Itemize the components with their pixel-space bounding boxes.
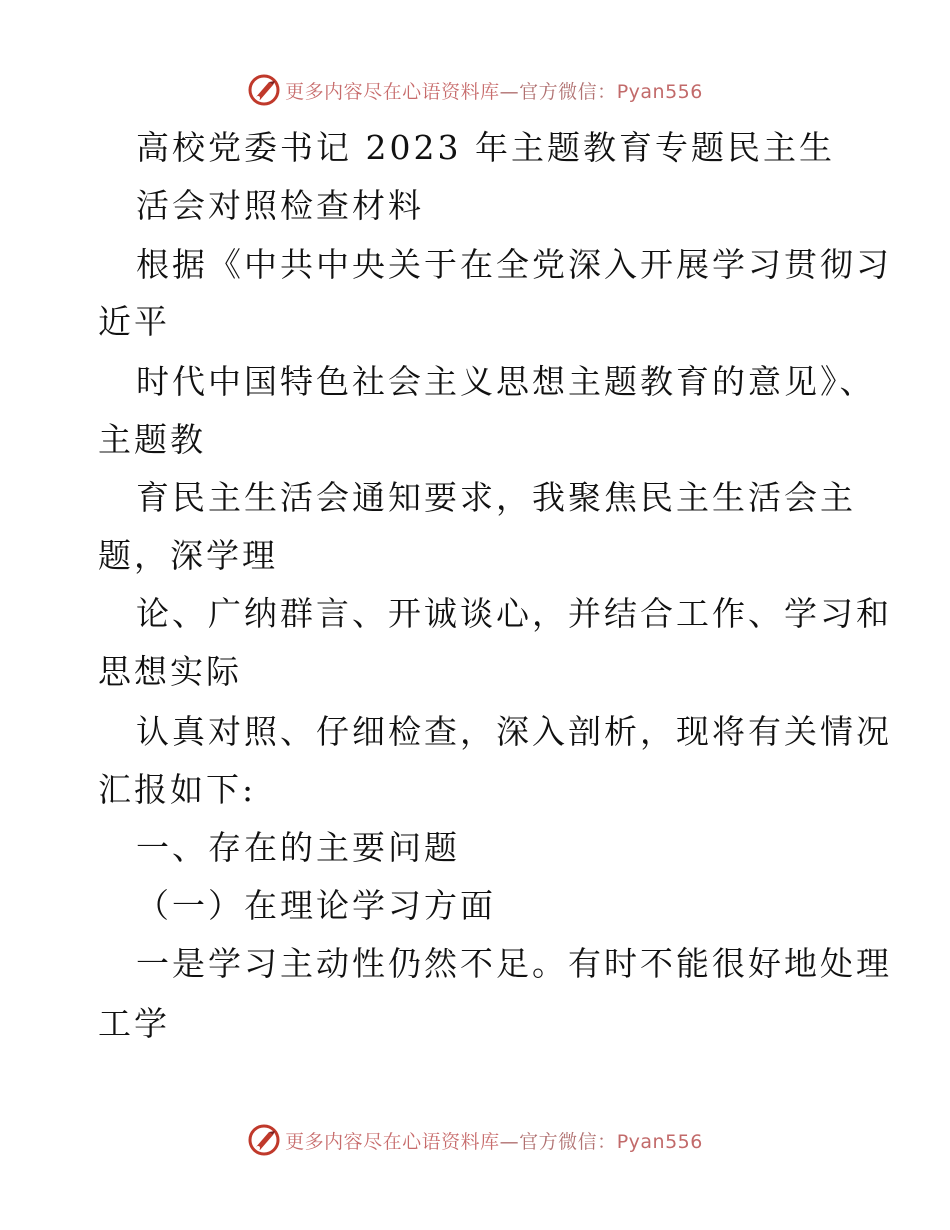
watermark-title: 更多内容尽在心语资料库 xyxy=(285,1130,500,1153)
subsection-heading: （一）在理论学习方面 xyxy=(136,886,496,925)
watermark-separator: —官方微信： xyxy=(499,1130,617,1153)
watermark-wechat-id: Pyan556 xyxy=(616,1130,703,1153)
paragraph-line: 认真对照、仔细检查，深入剖析，现将有关情况 xyxy=(136,712,892,751)
watermark-header xyxy=(0,70,950,110)
paragraph-line: 育民主生活会通知要求，我聚焦民主生活会主 xyxy=(136,478,856,517)
paragraph-line: 近平 xyxy=(98,302,170,341)
document-title-line-2: 活会对照检查材料 xyxy=(136,186,424,225)
watermark-title: 更多内容尽在心语资料库 xyxy=(285,80,500,103)
watermark-wechat-id: Pyan556 xyxy=(616,80,703,103)
watermark-footer xyxy=(0,1120,950,1160)
pen-logo-icon xyxy=(247,1123,281,1157)
paragraph-line: 根据《中共中央关于在全党深入开展学习贯彻习 xyxy=(136,245,892,284)
paragraph-line: 主题教 xyxy=(98,420,206,459)
paragraph-line: 汇报如下: xyxy=(98,770,257,809)
paragraph-line: 时代中国特色社会主义思想主题教育的意见》、 xyxy=(136,362,876,401)
pen-logo-icon xyxy=(247,73,281,107)
section-heading: 一、存在的主要问题 xyxy=(136,828,460,867)
watermark-text xyxy=(285,77,703,104)
document-title-line-1: 高校党委书记 2023 年主题教育专题民主生 xyxy=(136,128,835,167)
paragraph-line: 论、广纳群言、开诚谈心，并结合工作、学习和 xyxy=(136,594,892,633)
watermark-text xyxy=(285,1127,703,1154)
paragraph-line: 工学 xyxy=(98,1004,170,1043)
paragraph-line: 思想实际 xyxy=(98,652,242,691)
watermark-separator: —官方微信： xyxy=(499,80,617,103)
paragraph-line: 题，深学理 xyxy=(98,536,278,575)
paragraph-line: 一是学习主动性仍然不足。有时不能很好地处理 xyxy=(136,944,892,983)
